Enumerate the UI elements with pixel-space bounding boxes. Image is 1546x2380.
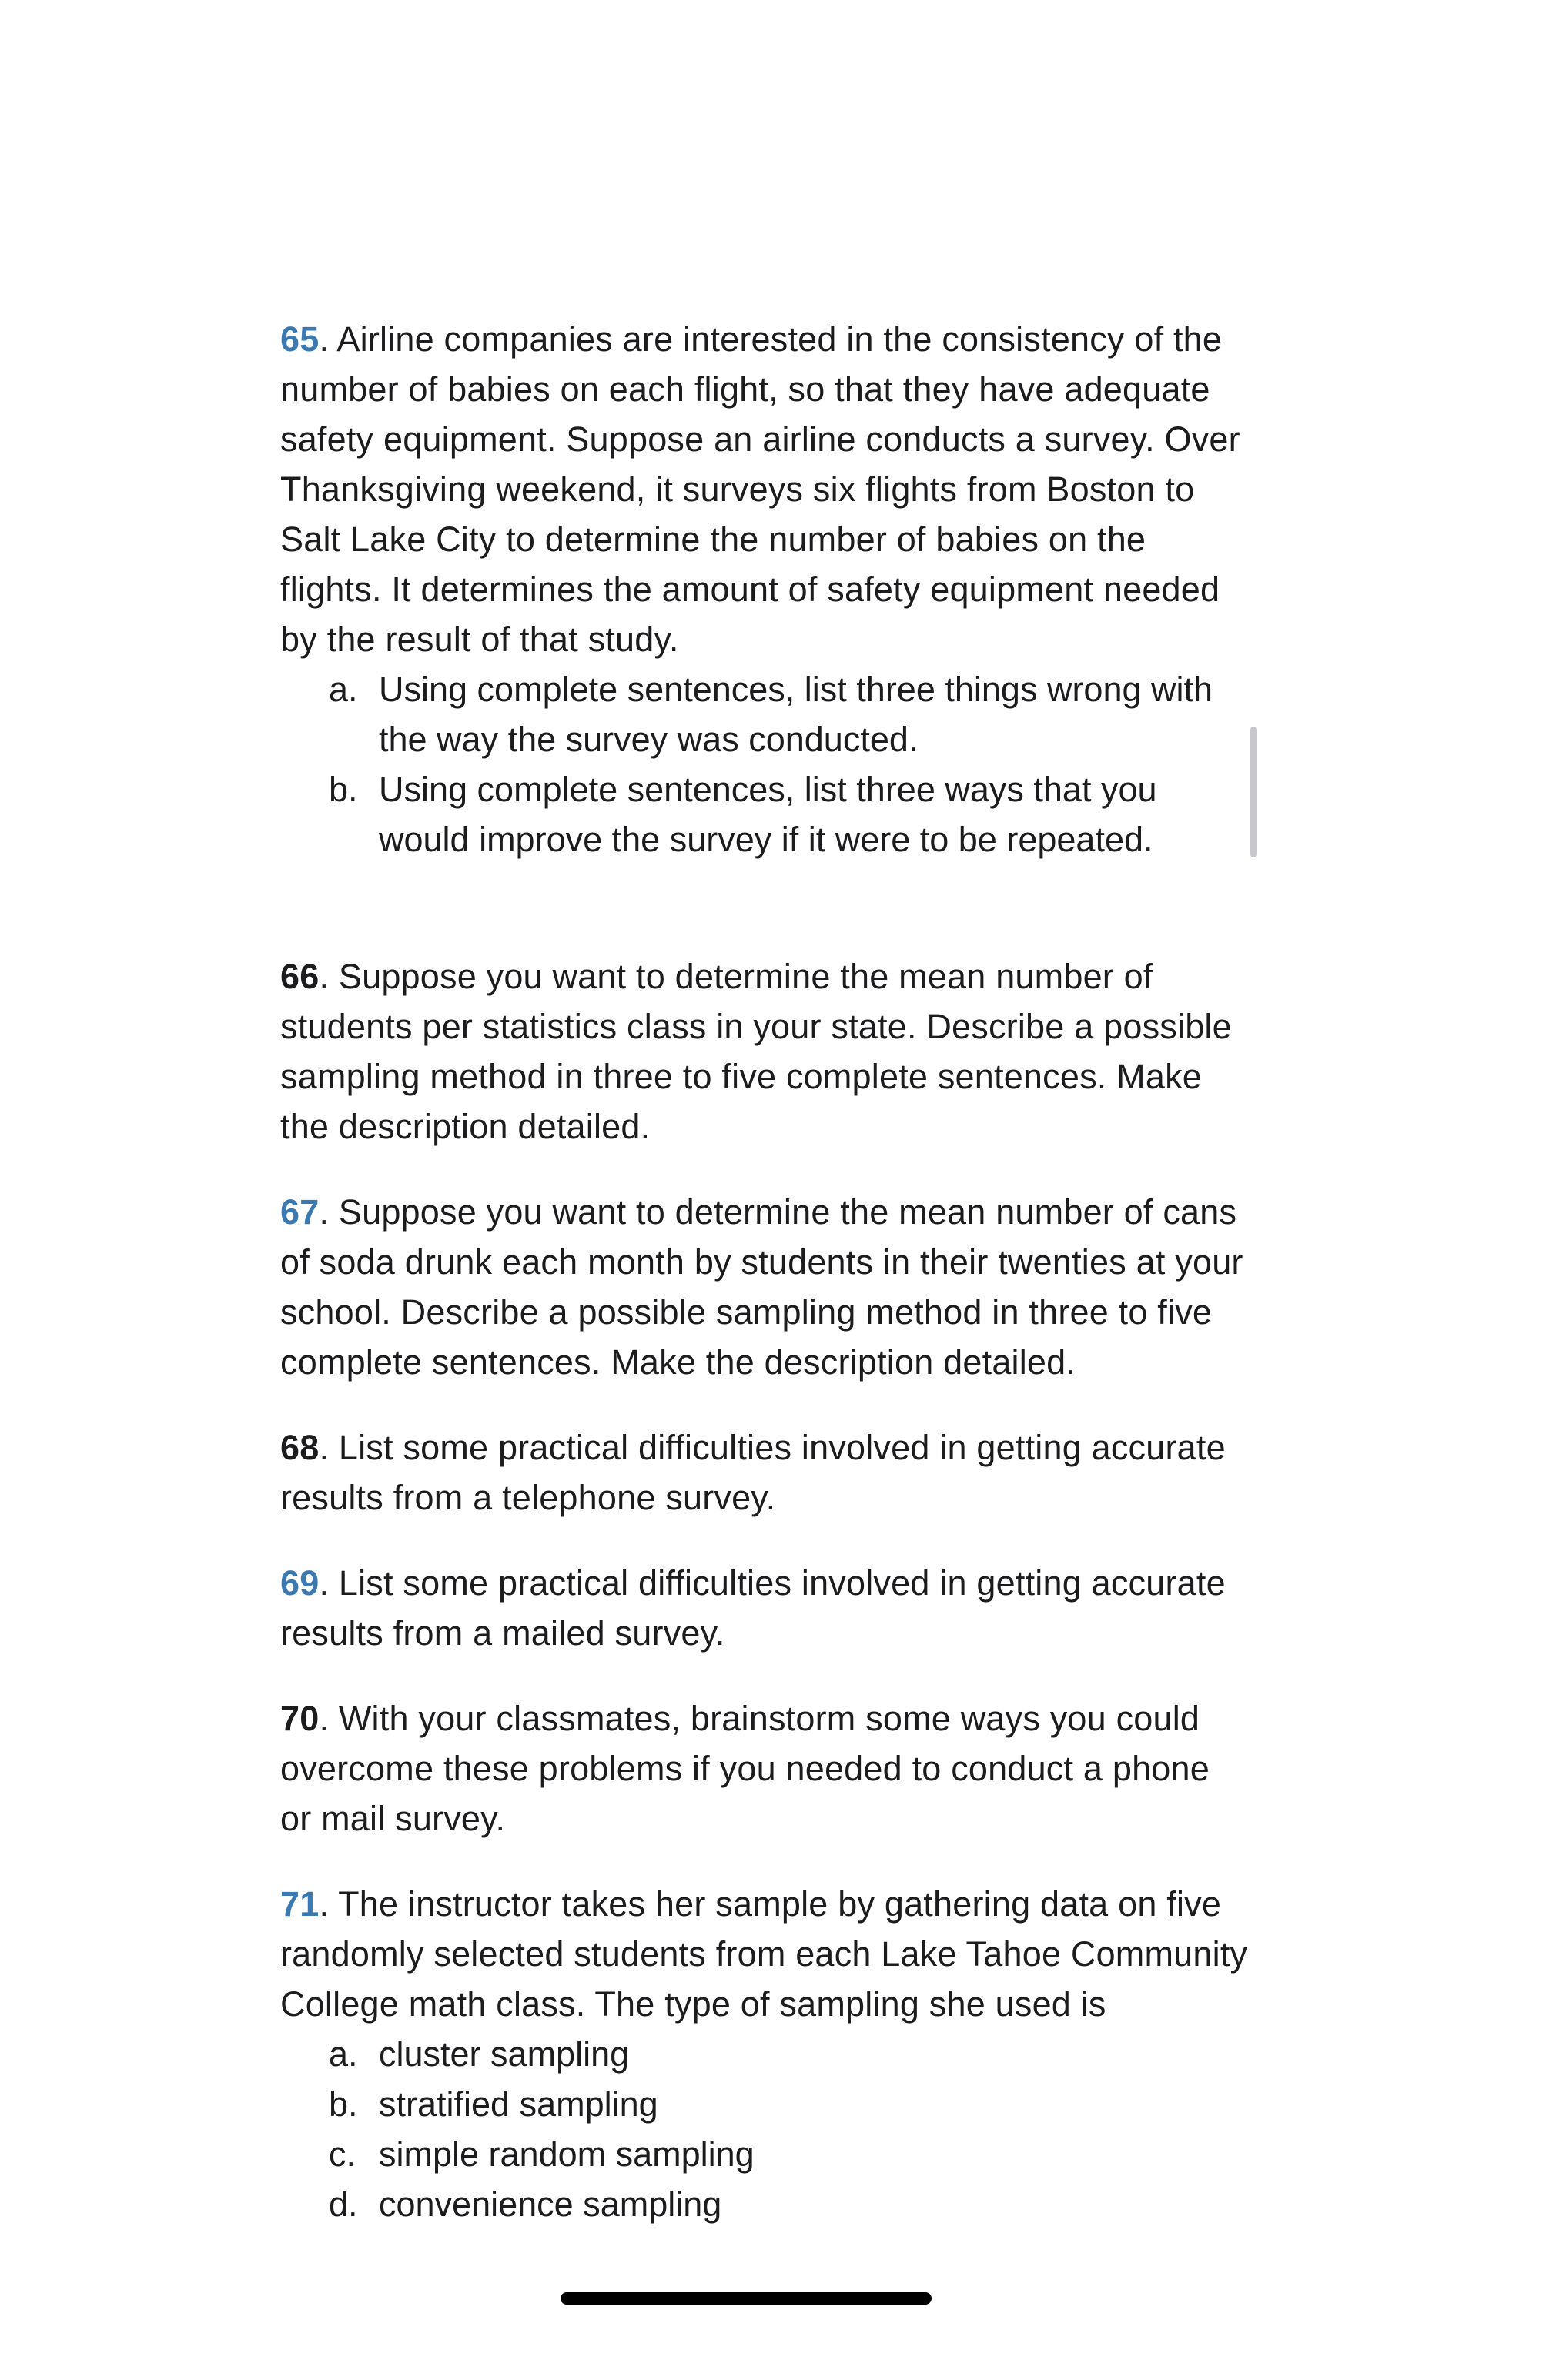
exercise-66	[280, 951, 1250, 1152]
exercise-71-options	[280, 2029, 1250, 2229]
exercise-67-number-link[interactable]: 67	[280, 1192, 320, 1232]
exercise-66-text: 66. Suppose you want to determine the mean number of students per statistics class in your state. Describe a possible sampling method in three to five complete sentences. Make the description detailed.	[280, 957, 1232, 1146]
exercise-69	[280, 1558, 1250, 1658]
exercise-66-body: Suppose you want to determine the mean number of students per statistics class in your state. Describe a possible sampling method in three to five complete sentences. Make the description detailed.	[280, 957, 1232, 1146]
exercise-71	[280, 1879, 1250, 2229]
exercise-69-body: List some practical difficulties involved in getting accurate results from a mailed survey.	[280, 1563, 1226, 1653]
home-indicator[interactable]	[561, 2292, 932, 2305]
scroll-indicator[interactable]	[1250, 727, 1257, 857]
exercise-list	[280, 314, 1250, 2229]
exercise-67-text: 67. Suppose you want to determine the mean number of cans of soda drunk each month by students in their twenties at your school. Describe a possible sampling method in three to five complete sentences. Make the description detailed.	[280, 1192, 1243, 1382]
list-item: d. convenience sampling	[329, 2184, 722, 2224]
exercise-67-body: Suppose you want to determine the mean number of cans of soda drunk each month by students in their twenties at your school. Describe a possible sampling method in three to five complete sentences. Make the description detailed.	[280, 1192, 1243, 1382]
list-item: a. cluster sampling	[329, 2034, 630, 2074]
exercise-70-text: 70. With your classmates, brainstorm some ways you could overcome these problems if you needed to conduct a phone or mail survey.	[280, 1699, 1210, 1838]
exercise-67	[280, 1187, 1250, 1387]
exercise-65-options	[280, 664, 1250, 864]
exercise-65	[280, 314, 1250, 864]
exercise-65-text: 65. Airline companies are interested in the consistency of the number of babies on each flight, so that they have adequate safety equipment. Suppose an airline conducts a survey. Over Thanksgiving weekend, it surveys six flights from Boston to Salt Lake City to determine the number of babies on the flights. It determines the amount of safety equipment needed by the result of that study.	[280, 319, 1240, 659]
exercise-66-number: 66	[280, 957, 320, 996]
exercise-68	[280, 1422, 1250, 1523]
list-item: b. Using complete sentences, list three ways that you would improve the survey if it were to be repeated.	[329, 770, 1157, 859]
exercise-69-text: 69. List some practical difficulties involved in getting accurate results from a mailed survey.	[280, 1563, 1226, 1653]
list-item: a. Using complete sentences, list three things wrong with the way the survey was conducted.	[329, 670, 1213, 759]
exercise-70-body: With your classmates, brainstorm some ways you could overcome these problems if you needed to conduct a phone or mail survey.	[280, 1699, 1210, 1838]
exercise-70	[280, 1693, 1250, 1843]
exercise-65-body: Airline companies are interested in the consistency of the number of babies on each flight, so that they have adequate safety equipment. Suppose an airline conducts a survey. Over Thanksgiving weekend, it surveys six flights from Boston to Salt Lake City to determine the number of babies on the flights. It determines the amount of safety equipment needed by the result of that study.	[280, 319, 1240, 659]
exercise-68-number: 68	[280, 1428, 320, 1467]
exercise-65-number-link[interactable]: 65	[280, 319, 320, 359]
exercise-70-number: 70	[280, 1699, 320, 1738]
list-item: b. stratified sampling	[329, 2084, 658, 2124]
exercise-71-body: The instructor takes her sample by gathering data on five randomly selected students from each Lake Tahoe Community College math class. The type of sampling she used is	[280, 1884, 1248, 2024]
exercise-68-body: List some practical difficulties involved in getting accurate results from a telephone survey.	[280, 1428, 1226, 1517]
exercise-68-text: 68. List some practical difficulties involved in getting accurate results from a telephone survey.	[280, 1428, 1226, 1517]
exercise-69-number-link[interactable]: 69	[280, 1563, 320, 1603]
list-item: c. simple random sampling	[329, 2134, 755, 2174]
exercise-71-number-link[interactable]: 71	[280, 1884, 320, 1924]
exercise-71-text: 71. The instructor takes her sample by gathering data on five randomly selected students from each Lake Tahoe Community College math class. The type of sampling she used is	[280, 1884, 1248, 2024]
